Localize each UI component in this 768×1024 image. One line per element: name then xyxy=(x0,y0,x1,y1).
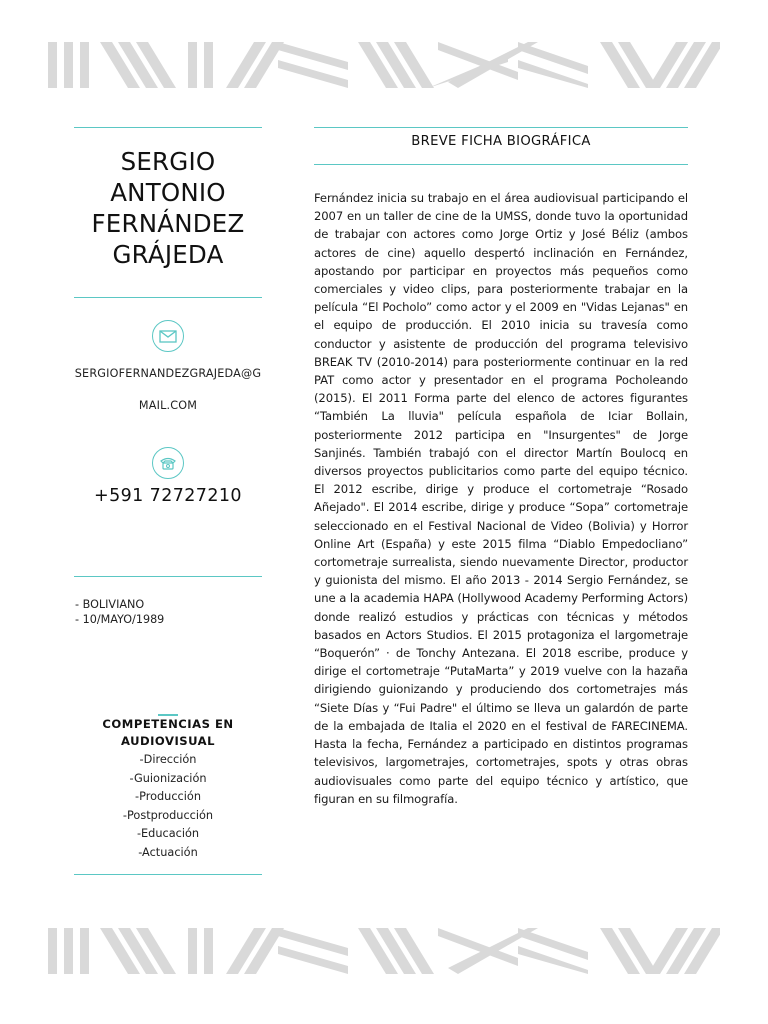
decorative-band-bottom xyxy=(48,928,720,974)
skill-item: -Producción xyxy=(135,790,201,804)
divider xyxy=(74,297,262,298)
personal-info xyxy=(75,597,164,627)
divider xyxy=(74,576,262,577)
divider xyxy=(314,164,688,165)
email-address[interactable]: SERGIOFERNANDEZGRAJEDA@GMAIL.COM xyxy=(74,367,262,412)
skills-list xyxy=(74,751,262,863)
name-line: FERNÁNDEZ xyxy=(91,209,245,238)
birthdate: - 10/MAYO/1989 xyxy=(75,613,165,626)
skill-item: -Dirección xyxy=(139,753,197,766)
telephone-icon xyxy=(152,447,184,479)
divider xyxy=(74,127,262,128)
divider xyxy=(314,127,688,128)
geometric-stripe-pattern xyxy=(48,42,720,88)
envelope-icon xyxy=(152,320,184,352)
skill-item: -Guionización xyxy=(129,771,207,785)
skill-item: -Actuación xyxy=(138,845,198,859)
name-line: ANTONIO xyxy=(110,178,226,207)
phone-number[interactable]: +591 72727210 xyxy=(94,486,242,506)
geometric-stripe-pattern xyxy=(48,928,720,974)
skills-title-line: AUDIOVISUAL xyxy=(120,734,216,748)
divider xyxy=(74,874,262,875)
skills-title-line: COMPETENCIAS EN xyxy=(102,717,234,731)
name-line: SERGIO xyxy=(120,147,216,176)
skill-item: -Postproducción xyxy=(122,808,214,822)
bio-title: BREVE FICHA BIOGRÁFICA xyxy=(411,134,591,149)
bio-text: Fernández inicia su trabajo en el área audiovisual participando el 2007 en un taller de cine de la UMSS, donde tuvo la oportunidad de trabajar con actores como Jorge Ortiz y José Béliz (ambos actores de cine) aquello despertó inclinación en Fernández, apostando por participar en proyectos más pequeños como comerciales y video clips, para posteriormente trabajar en la película “El Pocholo” como actor y el 2009 en "Vidas Lejanas" en el equipo de producción. El 2010 inicia su travesía como conductor y asistente de producción del programa televisivo BREAK TV (2010-2014) para posteriormente continuar en la red PAT como actor y presentador en el programa Pocholeando (2015). El 2011 Forma parte del elenco de actores figurantes “También La lluvia" película española de Iciar Bollain, posteriormente 2012 participa en "Insurgentes" de Jorge Sanjinés. También trabajó con el director Martín Boulocq en diversos proyectos publicitarios como parte del equipo técnico. El 2012 escribe, dirige y produce el cortometraje “Rosado Añejado". El 2014 escribe, dirige y produce “Sopa” cortometraje seleccionado en el Festival Nacional de Video (Bolivia) y Horror Online Art (España) y este 2015 filma “Diablo Empedocliano” cortometraje surrealista, siendo nuevamente Director, productor y guionista del mismo. El año 2013 - 2014 Sergio Fernández, se une a la academia HAPA (Hollywood Academy Performing Actors) donde realizó estudios y prácticas con técnicas y métodos basados en Actors Studios. El 2015 protagoniza el largometraje “Boquerón” · de Tonchy Antezana. El 2018 escribe, produce y dirige el cortometraje “PutaMarta” y 2019 vuelve con la hazaña dirigiendo guionizando y produciendo dos cortometrajes más “Siete Días y “Fui Padre" el último se lleva un galardón de parte de la embajada de Italia el 2020 en el festival de FARECINEMA. Hasta la fecha, Fernández a participado en distintos programas televisivos, largometrajes, cortometrajes, spots y otras obras audiovisuales como parte del equipo técnico y artístico, que figuran en su filmografía. xyxy=(314,191,688,806)
skills-title xyxy=(74,716,262,750)
decorative-band-top xyxy=(48,42,720,88)
name-line: GRÁJEDA xyxy=(112,240,224,269)
skill-item: -Educación xyxy=(136,827,200,841)
full-name xyxy=(74,146,262,270)
nationality: - BOLIVIANO xyxy=(75,598,145,611)
